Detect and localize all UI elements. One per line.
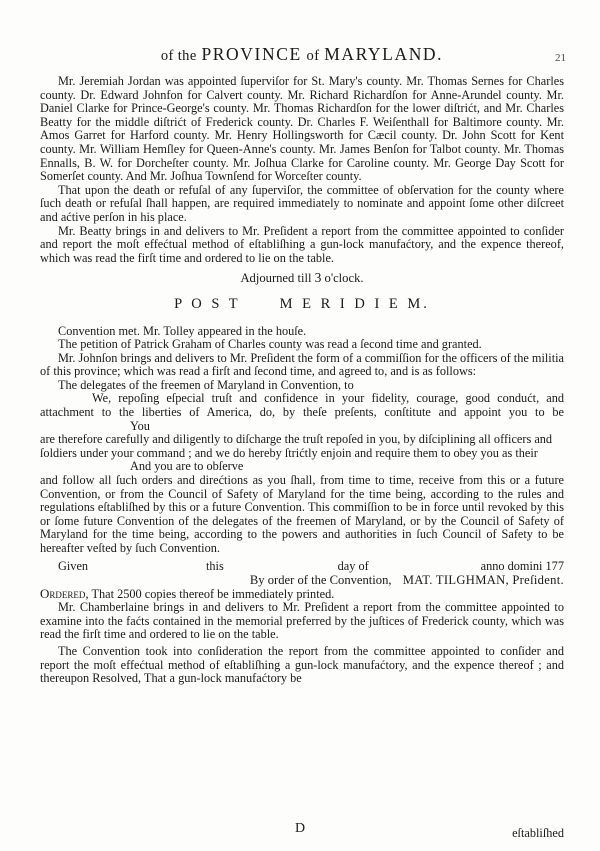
paragraph-gunlock-resolution: The Convention took into conſideration the report from the committee appointed to conſider and report the moſt effećtual method of eſtabliſhing a gun-lock manufaćtory, and the expence thereof ; and thereupon Resolved, That a gun-lock manufaćtory be <box>40 643 564 686</box>
post-word: P O S T <box>174 295 241 312</box>
commission-clause-1-text: We, repoſing eſpecial truſt and confidence in your fidelity, courage, good condućt, and attachment to the liberties of America, do, by theſe preſents, conſtitute and appoint you to be <box>40 391 564 420</box>
by-order-label: By order of the Convention, <box>249 572 392 587</box>
adjourn-before: Adjourned till <box>240 271 312 286</box>
ordered-text: That 2500 copies thereof be immediately printed. <box>91 586 335 601</box>
paragraph-beatty-report: Mr. Beatty brings in and delivers to Mr. Preſident a report from the committee appointed to conſider and report the moſt effećtual method of eſtabliſhing a gun-lock manufaćtory, and the expence thereof, which was read the firſt time and ordered to lie on the table. <box>40 223 564 265</box>
running-head-maryland: MARYLAND. <box>324 44 444 64</box>
running-head-of: of <box>306 48 320 64</box>
paragraph-delegates-address: The delegates of the freemen of Maryland in Convention, to <box>58 377 354 392</box>
page-footer <box>0 821 600 840</box>
running-head-of-the: of the <box>160 48 197 64</box>
given-anno-domini: anno domini 177 <box>480 558 564 573</box>
paragraph-convention-met: Convention met. Mr. Tolley appeared in the houſe. <box>58 323 307 338</box>
running-head-province: PROVINCE <box>201 44 302 64</box>
given-line <box>40 559 564 573</box>
catchword: eſtabliſhed <box>512 826 564 840</box>
folio-number: 21 <box>555 52 566 64</box>
paragraph-supervisors: Mr. Jeremiah Jordan was appointed ſuperviſor for St. Mary's county. Mr. Thomas Sernes for Charles county. Dr. Edward Johnfon for Calvert county. Mr. Richard Richardſon for Anne-Arundel county. Mr. Daniel Clarke for Prince-George's county. Mr. Thomas Richardſon for the lower diſtrićt, and Mr. Charles Beatty for the middle diſtrićt of Frederick county. Dr. Charles F. Weiſenthall for Baltimore county. Mr. Amos Garret for Harford county. Mr. Henry Hollingsworth for Cæcil county. Dr. John Scott for Kent county. Mr. William Hemſley for Queen-Anne's county. Mr. James Benſon for Talbot county. Mr. Thomas Ennalls, B. W. for Dorcheſter county. Mr. Joſhua Clarke for Caroline county. Mr. George Day Scott for Somerſet county. And Mr. Joſhua Townſend for Worceſter county. <box>40 74 564 184</box>
given-label: Given <box>58 558 89 573</box>
document-body <box>40 75 564 686</box>
paragraph-death-refusal: That upon the death or refuſal of any ſuperviſor, the committee of obſervation for the county where ſuch death or refuſal ſhall happen, are required immediately to nominate and appoint ſome other diſcreet and aćtive perſon in his place. <box>40 182 564 224</box>
section-heading-post-meridiem <box>40 295 564 312</box>
paragraph-petition-graham: The petition of Patrick Graham of Charles county was read a ſecond time and granted. <box>58 337 482 352</box>
given-this: this <box>205 558 224 573</box>
president-signature: MAT. TILGHMAN, Preſident. <box>402 572 564 587</box>
commission-you-word: You <box>130 418 150 433</box>
adjourn-hour: 3 <box>314 270 322 286</box>
commission-clause-2-text: are therefore carefully and diligently to diſcharge the truſt repoſed in you, by diſciplining all officers and ſoldiers under your command ; and we do hereby ſtrićtly enjoin and require them to obey you as their <box>40 432 553 460</box>
signature-mark: D <box>294 821 306 836</box>
ordered-label: Ordered, <box>40 585 89 601</box>
commission-clause-2 <box>40 433 564 474</box>
adjourn-after: o'clock. <box>324 271 364 286</box>
by-order-line <box>40 573 564 587</box>
commission-clause-3: and follow all ſuch orders and direćtions as you ſhall, from time to time, receive from this or a future Convention, or from the Council of Safety of Maryland for the time being, according to the rules and regulations eſtabliſhed by this or a future Convention. This commiſſion to be in force until revoked by this or ſome future Convention of the delegates of the freemen of Maryland, or by the Council of Safety of Maryland for the time being, according to the powers and authorities in ſuch Council of Safety to be hereafter veſted by ſuch Convention. <box>40 473 564 555</box>
commission-observe-tail: And you are to obſerve <box>130 459 244 474</box>
paragraph-johnson-commission: Mr. Johnſon brings and delivers to Mr. Preſident the form of a commiſſion for the officers of the militia of this province; which was read a firſt and ſecond time, and agreed to, and is as follows: <box>40 350 564 379</box>
meridiem-word: M E R I D I E M. <box>279 295 430 312</box>
adjournment-note <box>40 271 564 286</box>
given-day-of: day of <box>337 558 369 573</box>
commission-clause-1 <box>40 392 564 433</box>
paragraph-chamberlaine-report: Mr. Chamberlaine brings in and delivers to Mr. Preſident a report from the committee appointed to examine into the faćts contained in the memorial preferred by the juſtices of Frederick county, which was read the firſt time and ordered to lie on the table. <box>40 600 564 642</box>
running-head <box>40 44 564 65</box>
page-header <box>40 44 564 65</box>
ordered-line <box>40 587 564 602</box>
